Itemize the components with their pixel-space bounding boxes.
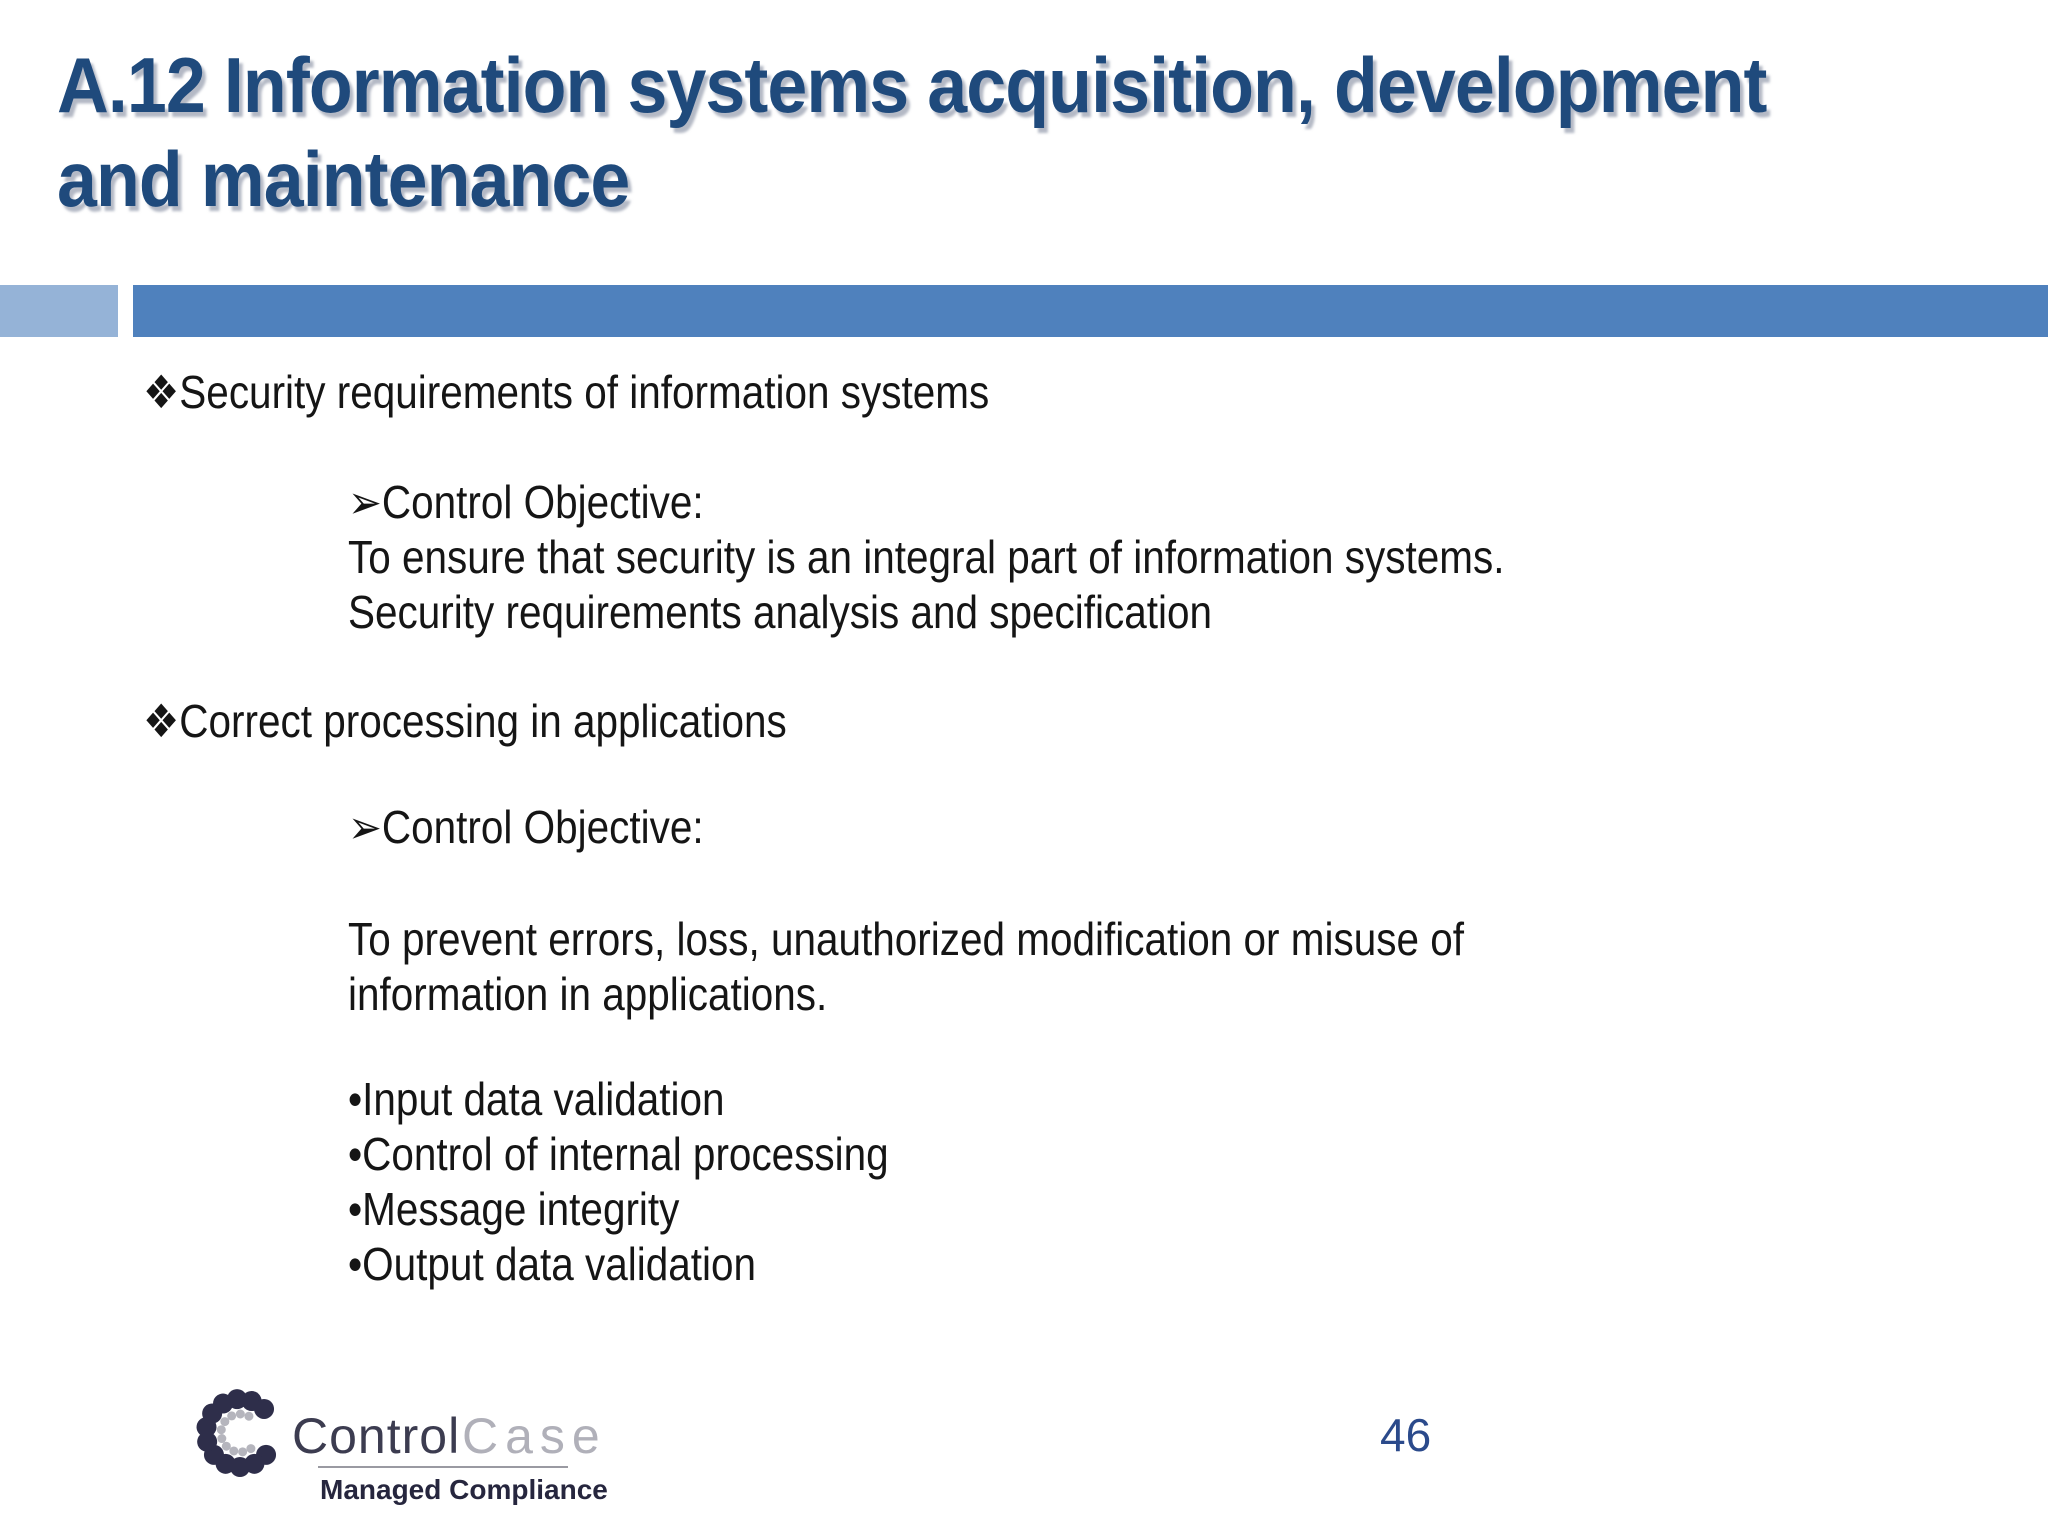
section1-subheading-text: Control Objective:: [381, 476, 704, 528]
section2-heading: [143, 695, 787, 747]
section2-item-text: Control of internal processing: [362, 1128, 889, 1180]
section1-heading-text: Security requirements of information systems: [179, 366, 990, 418]
section2-item: [348, 1073, 725, 1125]
section2-item-text: Input data validation: [362, 1073, 725, 1125]
section2-para-line1: To prevent errors, loss, unauthorized modification or misuse of: [348, 913, 1464, 965]
section2-item: [348, 1238, 757, 1290]
arrow-bullet-icon: ➢: [348, 476, 382, 528]
section2-subheading: [348, 801, 704, 853]
controlcase-logo: [190, 1385, 670, 1535]
divider-bar-light-segment: [0, 285, 118, 337]
diamond-bullet-icon: ❖: [143, 366, 180, 418]
dot-bullet-icon: •: [348, 1073, 363, 1125]
section1-body-line2: Security requirements analysis and specification: [348, 586, 1212, 638]
logo-tagline: Managed Compliance: [320, 1474, 608, 1505]
section1-subheading: [348, 476, 704, 528]
arrow-bullet-icon: ➢: [348, 801, 382, 853]
section2-item: [348, 1128, 889, 1180]
slide-title-line2: and maintenance: [57, 135, 630, 223]
dot-bullet-icon: •: [348, 1128, 363, 1180]
slide-title-line1: A.12 Information systems acquisition, development: [57, 41, 1767, 129]
section2-subheading-text: Control Objective:: [381, 801, 704, 853]
logo-word-control: Control: [292, 1408, 461, 1464]
dotted-c-icon: [197, 1389, 277, 1477]
section2-heading-text: Correct processing in applications: [179, 695, 787, 747]
section2-item-text: Message integrity: [362, 1183, 680, 1235]
section1-body-line1: To ensure that security is an integral part of information systems.: [348, 531, 1505, 583]
section2-item: [348, 1183, 680, 1235]
dot-bullet-icon: •: [348, 1183, 363, 1235]
page-number: 46: [1380, 1409, 1432, 1461]
section2-item-text: Output data validation: [362, 1238, 757, 1290]
divider-bar-dark-segment: [133, 285, 2048, 337]
section2-para-line2: information in applications.: [348, 968, 828, 1020]
logo-word-case: Case: [462, 1408, 607, 1464]
dot-bullet-icon: •: [348, 1238, 363, 1290]
diamond-bullet-icon: ❖: [143, 695, 180, 747]
section1-heading: [143, 366, 990, 418]
